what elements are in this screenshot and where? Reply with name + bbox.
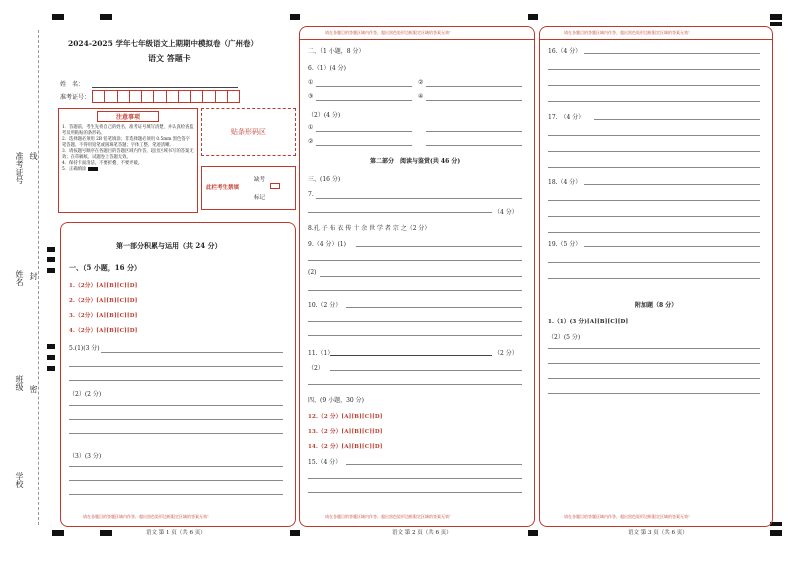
page3-answer-box (539, 26, 773, 527)
exam-no-label: 准考证号： (60, 94, 91, 101)
q11-2: （2） (308, 365, 324, 372)
q7: 7. (308, 191, 314, 198)
q11-score: （2 分） (494, 350, 518, 357)
answer-line[interactable] (548, 101, 760, 102)
q8: 8.孔 子 布 衣 传 十 余 世 学 者 宗 之（2 分） (308, 225, 431, 232)
notice-item: 2．选择题必须用 2B 铅笔填涂；非选择题必须用 0.5mm 黑色签字笔答题，不得用铅笔或圆珠笔答题；字体工整、笔迹清晰。 (62, 137, 190, 148)
mc-q12[interactable]: 12.（2 分）[A][B][C][D] (308, 414, 383, 420)
q5-2: （2）(2 分) (69, 391, 102, 398)
barcode-area (201, 108, 296, 156)
page1-footer: 语文 第 1 页（共 6 页） (146, 530, 206, 536)
section3-title: 三、(16 分) (308, 176, 341, 183)
answer-line[interactable] (584, 53, 760, 54)
q6-circ-4: ④ (418, 93, 424, 100)
answer-line[interactable] (330, 370, 522, 371)
answer-line[interactable] (548, 363, 760, 364)
timing-mark (528, 14, 538, 20)
answer-line[interactable] (308, 492, 522, 493)
answer-line[interactable] (548, 393, 760, 394)
section4-title: 四、(9 小题，30 分) (308, 397, 364, 404)
notice-item: 4．保持卡面清洁，不要折叠、不要弄破。 (62, 161, 143, 166)
bonus-q1: 1.（1）(3 分)[A][B][C][D] (548, 319, 629, 325)
mc-q14[interactable]: 14.（2 分）[A][B][C][D] (308, 444, 383, 450)
answer-line[interactable] (316, 131, 412, 132)
side-exam-no: 准考证号 (15, 152, 24, 184)
q6-2-circ-2: ② (308, 138, 314, 145)
answer-line[interactable] (548, 85, 760, 86)
timing-mark (770, 530, 782, 536)
timing-mark (100, 530, 112, 536)
answer-line[interactable] (548, 151, 760, 152)
q16: 16.（4 分） (548, 48, 582, 55)
q6-2: （2）(4 分) (308, 112, 341, 119)
page1-warning: 请在各题目的答题区域内作答，超出黑色矩形边框限定区域的答案无效！ (83, 514, 211, 519)
answer-line[interactable] (69, 433, 283, 434)
answer-line[interactable] (330, 355, 492, 356)
answer-line[interactable] (426, 100, 522, 101)
timing-mark (47, 247, 55, 252)
answer-line[interactable] (548, 135, 760, 136)
answer-line[interactable] (548, 378, 760, 379)
answer-line[interactable] (346, 464, 522, 465)
timing-mark (47, 257, 55, 262)
section2-title: 二、（1 小题，8 分） (308, 48, 365, 55)
q6-circ-3: ③ (308, 93, 314, 100)
page3-warning-top: 请在各题目的答题区域内作答，超出黑色矩形边框限定区域的答案无效！ (564, 30, 692, 35)
q5-3: （3）(3 分) (69, 453, 102, 460)
timing-mark (100, 14, 112, 20)
page2-warning-bottom: 请在各题目的答题区域内作答，超出黑色矩形边框限定区域的答案无效！ (325, 514, 453, 519)
page1-answer-box (60, 222, 296, 527)
answer-line[interactable] (548, 69, 760, 70)
notice-box (58, 108, 198, 213)
answer-line[interactable] (69, 366, 283, 367)
absent-bubble[interactable] (270, 183, 280, 189)
answer-line[interactable] (320, 276, 522, 277)
name-field[interactable] (92, 87, 238, 88)
exam-no-boxes[interactable] (92, 90, 240, 103)
q11-1: 11.（1） (308, 350, 334, 357)
timing-mark (47, 344, 55, 349)
page2-answer-box (299, 26, 535, 527)
timing-mark (52, 14, 64, 20)
answer-line[interactable] (69, 419, 283, 420)
q9-2: (2) (308, 269, 317, 276)
name-label: 姓 名： (60, 81, 85, 88)
answer-line[interactable] (101, 352, 283, 353)
answer-line[interactable] (69, 466, 283, 467)
timing-mark (47, 366, 55, 371)
answer-line[interactable] (584, 184, 760, 185)
answer-line[interactable] (308, 384, 522, 385)
q17: 17. （4 分） (548, 114, 585, 121)
answer-line[interactable] (308, 335, 522, 336)
answer-line[interactable] (584, 246, 760, 247)
notice-list (59, 122, 197, 173)
part2-title: 第二部分 阅读与鉴赏(共 46 分) (370, 158, 461, 165)
mc-q4[interactable]: 4.（2分）[A][B][C][D] (69, 328, 138, 334)
q6-2-circ-1: ① (308, 124, 314, 131)
sheet-title: 2024-2025 学年七年级语文上期期中模拟卷（广州卷） (68, 39, 258, 48)
filled-bubble-sample (88, 167, 98, 171)
q18: 18.（4 分） (548, 179, 582, 186)
q6-circ-1: ① (308, 79, 314, 86)
answer-line[interactable] (316, 198, 522, 199)
notice-title: 注意事项 (97, 111, 159, 122)
notice-item: 3．请按题号顺序在各题目的答题区域内作答，超出区域书写的答案无效；在草稿纸、试题卷上答题无效。 (62, 149, 194, 160)
q10: 10.（2 分） (308, 302, 342, 309)
answer-line[interactable] (308, 212, 492, 213)
absent-box (201, 166, 296, 210)
timing-mark (528, 530, 538, 536)
answer-line[interactable] (426, 145, 522, 146)
notice-item: 1．答题前，考生先将自己的姓名、准考证号填写清楚，并认真检查监考员所粘贴的条形码。 (62, 125, 194, 136)
notice-item-fill: 5．正确填涂 (62, 167, 194, 173)
timing-mark (770, 22, 782, 26)
page2-footer: 语文 第 2 页（共 6 页） (392, 530, 452, 536)
answer-line[interactable] (548, 200, 760, 201)
barcode-label: 贴条形码区 (231, 128, 266, 136)
absent-mark-1: 缺考 (254, 177, 266, 183)
answer-line[interactable] (308, 290, 522, 291)
answer-line[interactable] (69, 480, 283, 481)
page3-footer: 语文 第 3 页（共 6 页） (628, 530, 688, 536)
timing-mark (290, 14, 300, 20)
mc-q1[interactable]: 1.（2分）[A][B][C][D] (69, 283, 138, 289)
q19: 19.（5 分） (548, 241, 582, 248)
section1-title: 一、（5 小题，16 分） (69, 263, 141, 272)
answer-line[interactable] (594, 119, 760, 120)
mc-q2[interactable]: 2.（2分）[A][B][C][D] (69, 298, 138, 304)
answer-line[interactable] (316, 86, 412, 87)
answer-line[interactable] (69, 405, 283, 406)
bonus-q2: （2）(5 分) (548, 334, 581, 341)
timing-mark (770, 14, 782, 20)
answer-line[interactable] (548, 278, 760, 279)
side-school: 学校 (15, 472, 24, 488)
q9-1: 9.（4 分）(1) (308, 241, 346, 248)
q5-1: 5.(1)(3 分) (69, 345, 100, 352)
answer-line[interactable] (308, 478, 522, 479)
timing-mark (47, 268, 55, 273)
answer-line[interactable] (69, 380, 283, 381)
q7-score: （4 分） (494, 209, 518, 216)
bonus-title: 附加题（8 分） (635, 302, 678, 309)
answer-line[interactable] (548, 216, 760, 217)
sheet-subtitle: 语文 答题卡 (148, 53, 191, 63)
answer-line[interactable] (346, 307, 522, 308)
answer-line[interactable] (316, 145, 412, 146)
answer-line[interactable] (548, 232, 760, 233)
side-class: 班级 (15, 375, 24, 391)
part1-title: 第一部分积累与运用（共 24 分） (116, 241, 222, 250)
answer-line[interactable] (548, 348, 760, 349)
answer-line[interactable] (316, 100, 412, 101)
answer-line[interactable] (69, 494, 283, 495)
page2-warning-top: 请在各题目的答题区域内作答，超出黑色矩形边框限定区域的答案无效！ (325, 30, 453, 35)
answer-line[interactable] (356, 246, 522, 247)
side-line: 线 (29, 152, 38, 160)
absent-text: 此栏考生禁填 (206, 185, 240, 191)
timing-mark (47, 355, 55, 360)
timing-mark (290, 530, 300, 536)
mc-q3[interactable]: 3.（2分）[A][B][C][D] (69, 313, 138, 319)
side-sealed: 密 (29, 385, 38, 393)
answer-line[interactable] (426, 86, 522, 87)
mc-q13[interactable]: 13.（2 分）[A][B][C][D] (308, 429, 383, 435)
page3-warning-bottom: 请在各题目的答题区域内作答，超出黑色矩形边框限定区域的答案无效！ (564, 514, 692, 519)
q15: 15.（4 分） (308, 459, 342, 466)
answer-line[interactable] (308, 260, 522, 261)
absent-mark-2: 标记 (254, 195, 266, 201)
q6-circ-2: ② (418, 79, 424, 86)
side-name: 姓名 (15, 270, 24, 286)
side-seal: 封 (29, 272, 38, 280)
q6-1: 6.（1）(4 分) (308, 65, 346, 72)
answer-line[interactable] (548, 167, 760, 168)
answer-line[interactable] (548, 262, 760, 263)
timing-mark (52, 530, 64, 536)
answer-line[interactable] (308, 321, 522, 322)
answer-line[interactable] (426, 131, 522, 132)
